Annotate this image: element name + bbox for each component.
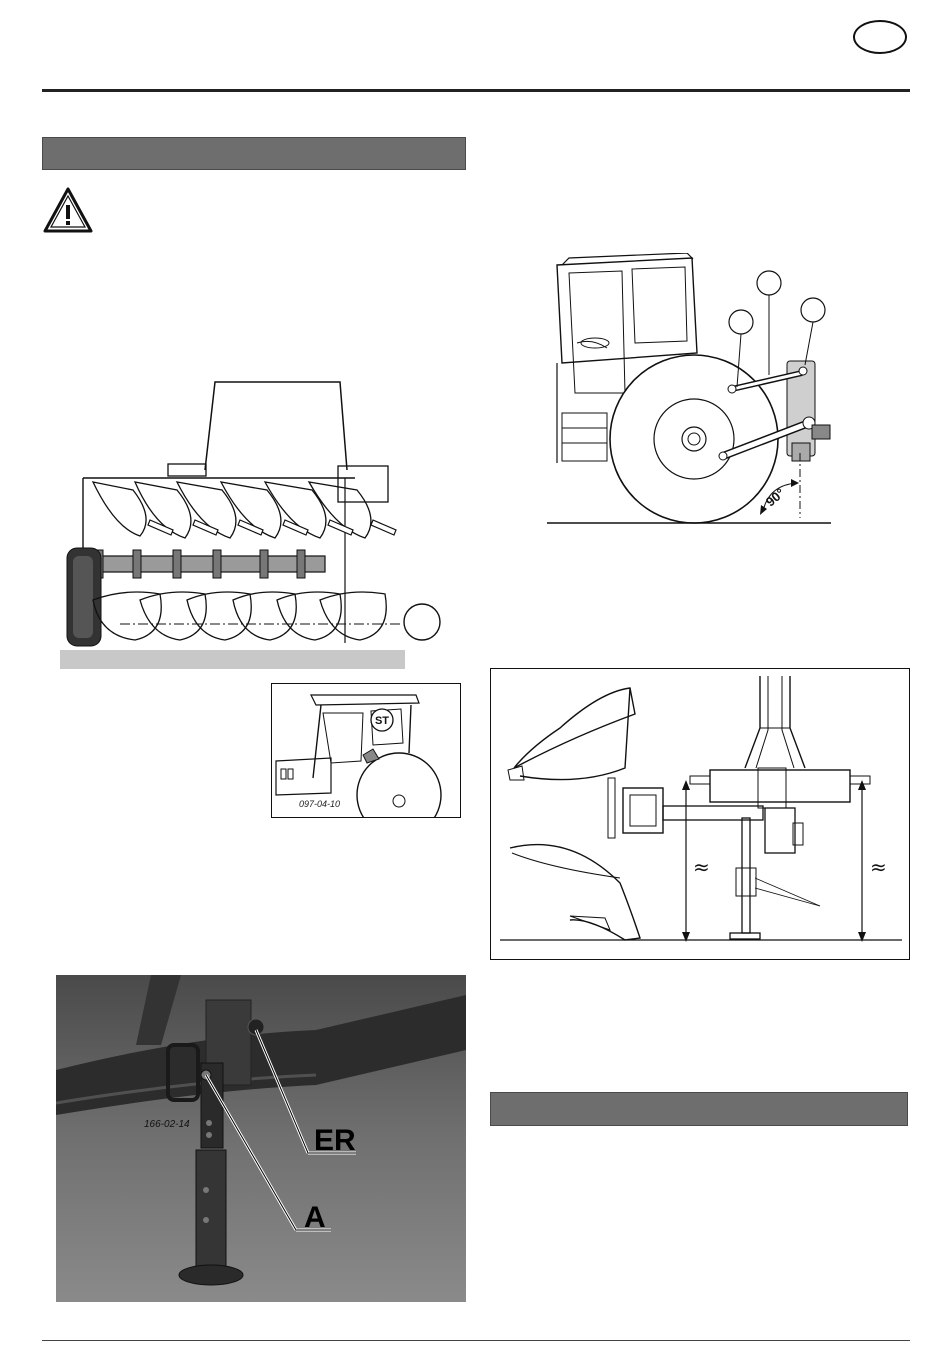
photo-code: 166-02-14	[144, 1119, 190, 1130]
callout-st: ST	[374, 715, 390, 727]
tractor-cab-inset-figure	[271, 683, 461, 818]
warning-triangle-icon	[42, 186, 94, 234]
angle-label: 90°	[762, 485, 788, 510]
support-leg-photo	[56, 975, 466, 1302]
footer-rule	[42, 1340, 910, 1341]
approx-symbol-right: ≈	[870, 855, 887, 879]
section-heading-bar-right	[490, 1092, 908, 1126]
tractor-linkage-figure	[547, 253, 837, 528]
label-a: A	[304, 1201, 326, 1234]
section-heading-bar-left	[42, 137, 466, 170]
figure-code-097: 097-04-10	[299, 799, 341, 809]
approx-symbol-left: ≈	[693, 855, 710, 879]
label-er: ER	[314, 1124, 356, 1157]
language-badge	[853, 20, 907, 54]
header-rule	[42, 89, 910, 92]
plough-side-figure	[490, 668, 910, 960]
plough-top-view-figure	[55, 378, 445, 673]
